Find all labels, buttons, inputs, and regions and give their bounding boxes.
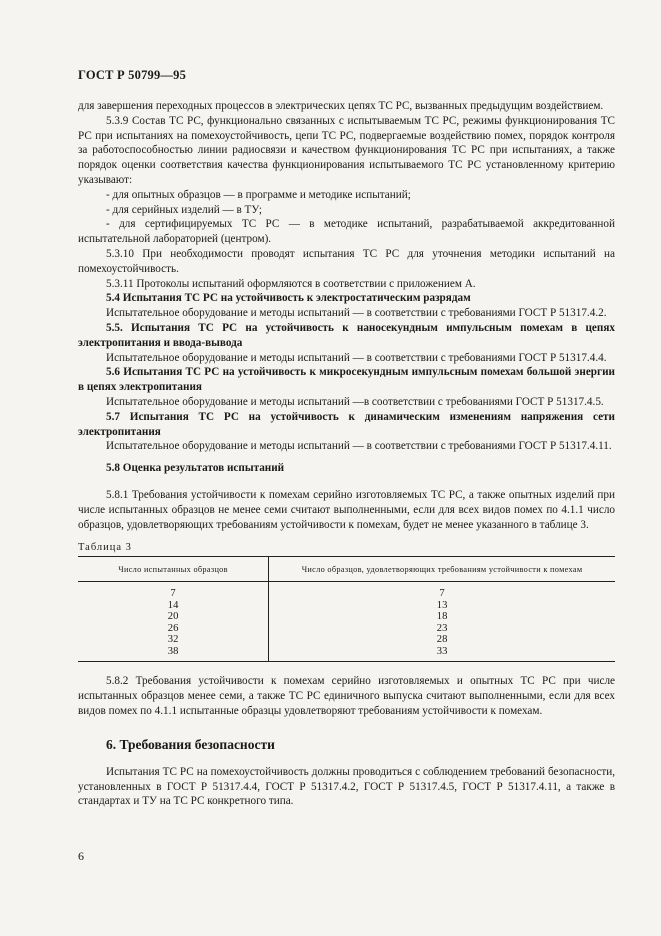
table-cell: 18 bbox=[436, 611, 448, 623]
table-cell: 38 bbox=[167, 645, 179, 657]
table-cell: 13 bbox=[436, 599, 448, 611]
paragraph-5-4: Испытательное оборудование и методы испытаний — в соответствии с требованиями ГОСТ Р 51317.4.2. bbox=[106, 307, 607, 320]
paragraph-5-5: Испытательное оборудование и методы испытаний — в соответствии с требованиями ГОСТ Р 51317.4.4. bbox=[106, 351, 607, 364]
paragraph-5-8-1: 5.8.1 Требования устойчивости к помехам серийно изготовляемых ТС РС, а также опытных изделий при числе испытанных образцов не менее семи считают выполненными, если для всех видов помех по 4.1.1 число образцов, удовлетворяющих требованиям устойчивости к помехам, будет не менее указанного в таблице 3. bbox=[78, 488, 615, 531]
table-header-passed: Число образцов, удовлетворяющих требованиям устойчивости к помехам bbox=[269, 557, 615, 582]
section-heading-5-4: 5.4 Испытания ТС РС на устойчивость к электростатическим разрядам bbox=[106, 292, 471, 305]
paragraph-5-7: Испытательное оборудование и методы испытаний — в соответствии с требованиями ГОСТ Р 51317.4.11. bbox=[106, 440, 612, 453]
list-item: - для серийных изделий — в ТУ; bbox=[106, 203, 262, 216]
table-column-passed bbox=[269, 582, 615, 662]
list-item: - для опытных образцов — в программе и методике испытаний; bbox=[106, 188, 411, 201]
table-cell: 32 bbox=[167, 634, 179, 646]
table-cell: 14 bbox=[167, 599, 179, 611]
document-header: ГОСТ Р 50799—95 bbox=[78, 68, 187, 82]
table-cell: 20 bbox=[167, 611, 179, 623]
table-header-tested: Число испытанных образцов bbox=[78, 557, 269, 582]
section-heading-6: 6. Требования безопасности bbox=[106, 736, 275, 752]
paragraph-intro: для завершения переходных процессов в электрических цепях ТС РС, вызванных предыдущим воздействием. bbox=[78, 100, 604, 112]
table-column-tested bbox=[78, 582, 269, 662]
page-number: 6 bbox=[78, 849, 84, 863]
table-cell: 33 bbox=[436, 645, 448, 657]
table-cell: 28 bbox=[436, 634, 448, 646]
paragraph-5-6: Испытательное оборудование и методы испытаний —в соответствии с требованиями ГОСТ Р 51317.4.5. bbox=[106, 395, 604, 408]
section-heading-5-8: 5.8 Оценка результатов испытаний bbox=[106, 462, 285, 475]
section-heading-5-5: 5.5. Испытания ТС РС на устойчивость к наносекундным импульсным помехам в цепях электропитания и ввода-вывода bbox=[78, 321, 615, 349]
paragraph-6: Испытания ТС РС на помехоустойчивость должны проводиться с соблюдением требований безопасности, установленных в ГОСТ Р 51317.4.4, ГОСТ Р 51317.4.2, ГОСТ Р 51317.4.5, ГОСТ Р 51317.4.11, а также в стандартах и ТУ на ТС РС конкретного типа. bbox=[78, 765, 615, 808]
table-cell: 7 bbox=[439, 588, 445, 600]
table-cell: 23 bbox=[436, 622, 448, 634]
section-heading-5-6: 5.6 Испытания ТС РС на устойчивость к микросекундным импульсным помехам большой энергии в цепях электропитания bbox=[78, 366, 615, 394]
table-3 bbox=[78, 556, 615, 662]
paragraph-5-3-10: 5.3.10 При необходимости проводят испытания ТС РС для уточнения методики испытаний на помехоустойчивость. bbox=[78, 247, 615, 275]
paragraph-5-8-2: 5.8.2 Требования устойчивости к помехам серийно изготовляемых и опытных ТС РС при числе испытанных образцов менее семи, а также ТС РС единичного выпуска считают выполненными, если для всех видов помех по 4.1.1 испытанные образцы удовлетворяют требованиям устойчивости к помехам. bbox=[78, 675, 615, 717]
paragraph-5-3-9: 5.3.9 Состав ТС РС, функционально связанных с испытываемым ТС РС, режимы функционирования ТС РС при испытаниях на помехоустойчивость, цепи ТС РС, подвергаемые воздействию помех, порядок контроля за работоспособностью линии радиосвязи и качеством функционирования ТС РС при испытаниях, а также порядок оценки соответствия качества функционирования испытываемого ТС РС установленному критерию указывают: bbox=[78, 114, 615, 186]
paragraph-5-3-11: 5.3.11 Протоколы испытаний оформляются в соответствии с приложением А. bbox=[106, 277, 476, 290]
section-heading-5-7: 5.7 Испытания ТС РС на устойчивость к динамическим изменениям напряжения сети электропитания bbox=[78, 410, 615, 438]
list-item: - для сертифицируемых ТС РС — в методике испытаний, разрабатываемой аккредитованной испытательной лабораторией (центром). bbox=[78, 218, 615, 246]
table-cell: 26 bbox=[167, 622, 179, 634]
table-cell: 7 bbox=[170, 588, 176, 600]
table-caption: Таблица 3 bbox=[78, 542, 132, 554]
